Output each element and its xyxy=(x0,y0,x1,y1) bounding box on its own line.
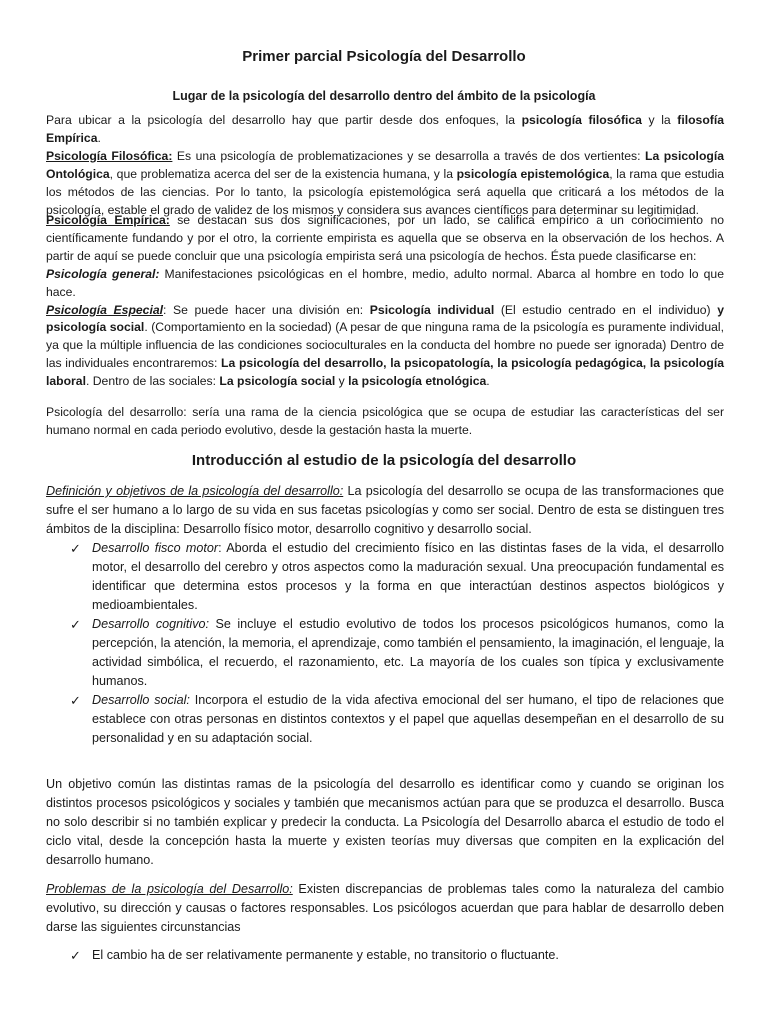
text-run: . xyxy=(486,374,490,389)
list-item-text: Aborda el estudio del crecimiento físico en las distintas fases de la vida, el desarrollo motor, el desarrollo del cerebro y otros aspectos como la maduración sexual. Una preocupación fundamental es identificar que determina estos procesos y la forma en que interactúan destinos aspectos biológicos y medioambientales. xyxy=(92,541,724,612)
objectives-paragraph xyxy=(46,482,724,539)
heading-psicologia-empirica: Psicología Empírica: xyxy=(46,213,170,227)
list-item-term: Desarrollo fisco motor xyxy=(92,541,219,555)
list-item-text: Incorpora el estudio de la vida afectiva emocional del ser humano, el tipo de relaciones que establece con otras personas en distintos contextos y el papel que aquellas desempeñan en el desarrollo de su personalidad y en su adaptación social. xyxy=(92,693,724,745)
list-item xyxy=(70,691,724,748)
text-run: La psicología del desarrollo se ocupa de las transformaciones que sufre el ser humano a lo largo de su vida en sus facetas psicologías y como ser social. Dentro de esta se distinguen tres ámbitos de la disciplina: Desarrollo físico motor, desarrollo cognitivo y desarrollo social. xyxy=(46,484,724,536)
text-run: . (Comportamiento en la sociedad) (A pesar de que ninguna rama de la psicología es puramente individual, ya que la múltiple influencia de las condiciones socioculturales en la conducta del hombre no puede ser ignorada) Dentro de las individuales encontraremos: xyxy=(46,320,724,371)
intro-paragraph xyxy=(46,112,724,219)
bold-term: la psicología etnológica xyxy=(348,374,487,389)
text-run: Es una psicología de problematizaciones y se desarrolla a través de dos vertientes: xyxy=(172,148,646,163)
bold-term: La psicología Ontológica xyxy=(46,148,724,181)
bold-term: psicología epistemológica xyxy=(456,166,610,181)
checkmark-icon: ✓ xyxy=(70,948,81,963)
heading-psicologia-filosofica: Psicología Filosófica: xyxy=(46,148,173,163)
list-item-term: Desarrollo cognitivo: xyxy=(92,617,210,631)
bold-term: y psicología social xyxy=(46,302,724,335)
bold-term: Psicología individual xyxy=(369,302,495,317)
heading-definicion: Definición y objetivos de la psicología del desarrollo: xyxy=(46,484,344,498)
circumstances-list xyxy=(70,946,724,965)
problems-paragraph xyxy=(46,880,724,937)
text-run: , la rama que estudia los métodos de las ciencias. Por lo tanto, la psicología epistemológica será aquella que criticará a los métodos de la psicología, estable el grado de validez de los mismos y considera sus avances científicos para determinar su legitimidad. xyxy=(46,166,724,217)
text-run: . Dentro de las sociales: xyxy=(85,374,220,389)
checkmark-icon: ✓ xyxy=(70,541,81,556)
italic-term: Psicología Especial xyxy=(46,302,164,317)
heading-problemas: Problemas de la psicología del Desarrollo: xyxy=(46,882,293,896)
text-run: (El estudio centrado en el individuo) xyxy=(494,302,718,317)
text-run: : xyxy=(218,541,227,555)
list-item-text: Se incluye el estudio evolutivo de todos los procesos psicológicos humanos, como la percepción, la atención, la memoria, el aprendizaje, como también el pensamiento, la imaginación, el lenguaje, la actividad simbólica, el recuerdo, el razonamiento, etc. La mayoría de los cuales son típica y exclusivamente humanos. xyxy=(92,617,725,688)
italic-term: Psicología general: xyxy=(46,266,160,281)
list-item-text: El cambio ha de ser relativamente permanente y estable, no transitorio o fluctuante. xyxy=(92,948,559,962)
bold-term: psicología filosófica xyxy=(521,113,642,127)
bold-term: La psicología social xyxy=(219,374,336,389)
section-heading: Introducción al estudio de la psicología del desarrollo xyxy=(191,452,577,469)
checkmark-icon: ✓ xyxy=(70,617,81,632)
document-subtitle: Lugar de la psicología del desarrollo dentro del ámbito de la psicología xyxy=(172,89,596,103)
definition-paragraph: Psicología del desarrollo: sería una rama de la ciencia psicológica que se ocupa de estudiar las características del ser humano normal en cada periodo evolutivo, desde la gestación hasta la muerte. xyxy=(46,405,724,437)
bold-term: La psicología del desarrollo, la psicopatología, la psicología pedagógica, la psicología laboral xyxy=(46,356,724,389)
text-run: y xyxy=(335,374,349,389)
text-run: . xyxy=(97,130,101,145)
text-run: se destacan sus dos significaciones, por un lado, se califica empírico a un conocimiento no científicamente fundando y por el otro, la corriente empirista es aquella que se observa en la observación de los hechos. A partir de aquí se puede concluir que una psicología empirista será una psicología de hechos. Ésta puede clasificarse en: xyxy=(46,213,724,263)
list-item xyxy=(70,539,724,615)
empirica-paragraph xyxy=(46,212,724,391)
text-run: : Se puede hacer una división en: xyxy=(163,302,370,317)
text-run: y la xyxy=(641,113,678,127)
list-item xyxy=(70,615,724,691)
text-run: , que problematiza acerca del ser de la existencia humana, y la xyxy=(109,166,457,181)
checkmark-icon: ✓ xyxy=(70,693,81,708)
areas-list xyxy=(70,539,724,748)
common-objective-paragraph: Un objetivo común las distintas ramas de la psicología del desarrollo es identificar como y cuando se originan los distintos procesos psicológicos y sociales y también que mecanismos actúan para que se produzca el desarrollo. Busca no solo describir si no también explicar y predecir la conducta. La Psicología del Desarrollo abarca el estudio de todo el ciclo vital, desde la concepción hasta la muerte y existen teorías muy diversas que compiten en la explicación del desarrollo humano. xyxy=(46,777,724,867)
list-item-term: Desarrollo social: xyxy=(92,693,190,707)
text-run: Manifestaciones psicológicas en el hombre, medio, adulto normal. Abarca al hombre en todo lo que hace. xyxy=(46,266,724,299)
text-run: Existen discrepancias de problemas tales como la naturaleza del cambio evolutivo, su dirección y causas o factores responsables. Los psicólogos acuerdan que para hablar de desarrollo deben darse las siguientes circunstancias xyxy=(46,882,724,934)
text-run: Para ubicar a la psicología del desarrollo hay que partir desde dos enfoques, la xyxy=(46,113,522,127)
document-title: Primer parcial Psicología del Desarrollo xyxy=(242,48,526,65)
list-item xyxy=(70,946,724,965)
bold-term: filosofía Empírica xyxy=(46,113,725,145)
